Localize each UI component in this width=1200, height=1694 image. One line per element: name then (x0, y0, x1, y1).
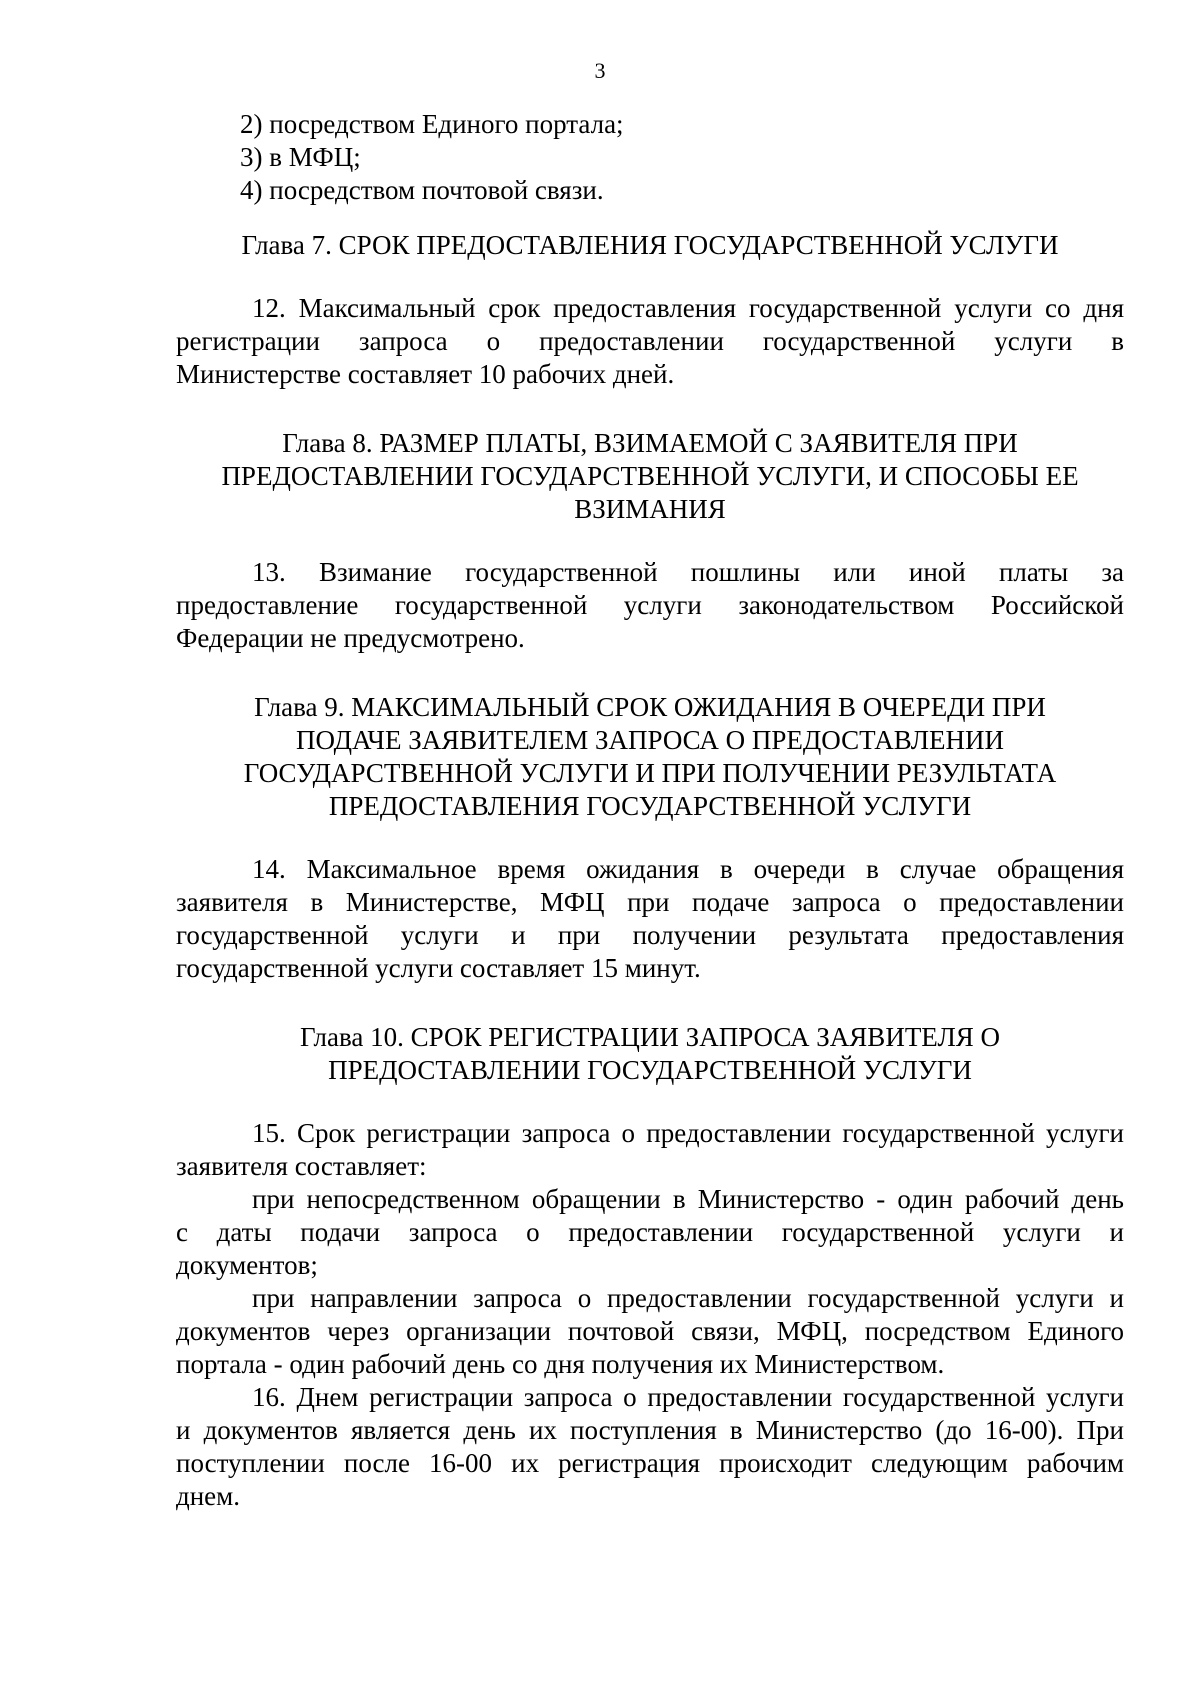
list-item: 4) посредством почтовой связи. (240, 175, 604, 205)
paragraph-line: при направлении запроса о предоставлении государственной услуги и (252, 1283, 1124, 1313)
paragraph-line: 16. Днем регистрации запроса о предоставлении государственной услуги (252, 1382, 1124, 1412)
chapter-9-title (176, 691, 1124, 823)
chapter-title-line: ГОСУДАРСТВЕННОЙ УСЛУГИ И ПРИ ПОЛУЧЕНИИ РЕЗУЛЬТАТА (243, 758, 1057, 788)
paragraph-line: поступлении после 16-00 их регистрация происходит следующим рабочим (176, 1448, 1124, 1478)
paragraph-line: и документов является день их поступления в Министерство (до 16-00). При (176, 1415, 1124, 1445)
chapter-title-line: ПРЕДОСТАВЛЕНИИ ГОСУДАРСТВЕННОЙ УСЛУГИ (328, 1055, 972, 1085)
list-item: 3) в МФЦ; (240, 142, 361, 172)
document-body (176, 108, 1124, 1513)
paragraph-line: 12. Максимальный срок предоставления государственной услуги со дня (252, 293, 1124, 323)
chapter-10-title (176, 1021, 1124, 1087)
chapter-title-line: ВЗИМАНИЯ (574, 494, 726, 524)
chapter-8-title (176, 427, 1124, 526)
paragraph-line: Федерации не предусмотрено. (176, 623, 525, 653)
list-item: 2) посредством Единого портала; (240, 109, 624, 139)
paragraph-line: государственной услуги и при получении результата предоставления (176, 920, 1124, 950)
paragraph-15 (176, 1117, 1124, 1183)
page-number: 3 (594, 58, 606, 83)
chapter-title-line: Глава 9. МАКСИМАЛЬНЫЙ СРОК ОЖИДАНИЯ В ОЧЕРЕДИ ПРИ (254, 692, 1046, 722)
submission-methods-list (176, 108, 1124, 207)
paragraph-15-direct-submission (176, 1183, 1124, 1282)
paragraph-line: 14. Максимальное время ожидания в очереди в случае обращения (252, 854, 1124, 884)
paragraph-15-postal-submission (176, 1282, 1124, 1381)
paragraph-16 (176, 1381, 1124, 1513)
chapter-title-line: ПОДАЧЕ ЗАЯВИТЕЛЕМ ЗАПРОСА О ПРЕДОСТАВЛЕНИИ (295, 725, 1005, 755)
paragraph-line: днем. (176, 1481, 241, 1511)
paragraph-line: Министерстве составляет 10 рабочих дней. (176, 359, 675, 389)
paragraph-line: заявителя составляет: (176, 1151, 427, 1181)
paragraph-line: при непосредственном обращении в Министерство - один рабочий день (252, 1184, 1124, 1214)
paragraph-line: регистрации запроса о предоставлении государственной услуги в (176, 326, 1124, 356)
chapter-title-line: ПРЕДОСТАВЛЕНИИ ГОСУДАРСТВЕННОЙ УСЛУГИ, И СПОСОБЫ ЕЕ (221, 461, 1079, 491)
paragraph-line: с даты подачи запроса о предоставлении государственной услуги и (176, 1217, 1124, 1247)
paragraph-13 (176, 556, 1124, 655)
paragraph-line: документов; (176, 1250, 318, 1280)
paragraph-line: государственной услуги составляет 15 минут. (176, 953, 701, 983)
chapter-title-line: ПРЕДОСТАВЛЕНИЯ ГОСУДАРСТВЕННОЙ УСЛУГИ (328, 791, 972, 821)
chapter-title-line: Глава 8. РАЗМЕР ПЛАТЫ, ВЗИМАЕМОЙ С ЗАЯВИТЕЛЯ ПРИ (282, 428, 1018, 458)
paragraph-line: предоставление государственной услуги законодательством Российской (176, 590, 1124, 620)
chapter-title-line: Глава 7. СРОК ПРЕДОСТАВЛЕНИЯ ГОСУДАРСТВЕННОЙ УСЛУГИ (241, 230, 1059, 260)
paragraph-12 (176, 292, 1124, 391)
paragraph-line: 13. Взимание государственной пошлины или иной платы за (252, 557, 1124, 587)
paragraph-14 (176, 853, 1124, 985)
paragraph-line: документов через организации почтовой связи, МФЦ, посредством Единого (176, 1316, 1124, 1346)
paragraph-line: заявителя в Министерстве, МФЦ при подаче запроса о предоставлении (176, 887, 1124, 917)
chapter-7-title (176, 229, 1124, 262)
paragraph-line: 15. Срок регистрации запроса о предоставлении государственной услуги (252, 1118, 1124, 1148)
chapter-title-line: Глава 10. СРОК РЕГИСТРАЦИИ ЗАПРОСА ЗАЯВИТЕЛЯ О (299, 1022, 1001, 1052)
paragraph-line: портала - один рабочий день со дня получения их Министерством. (176, 1349, 945, 1379)
